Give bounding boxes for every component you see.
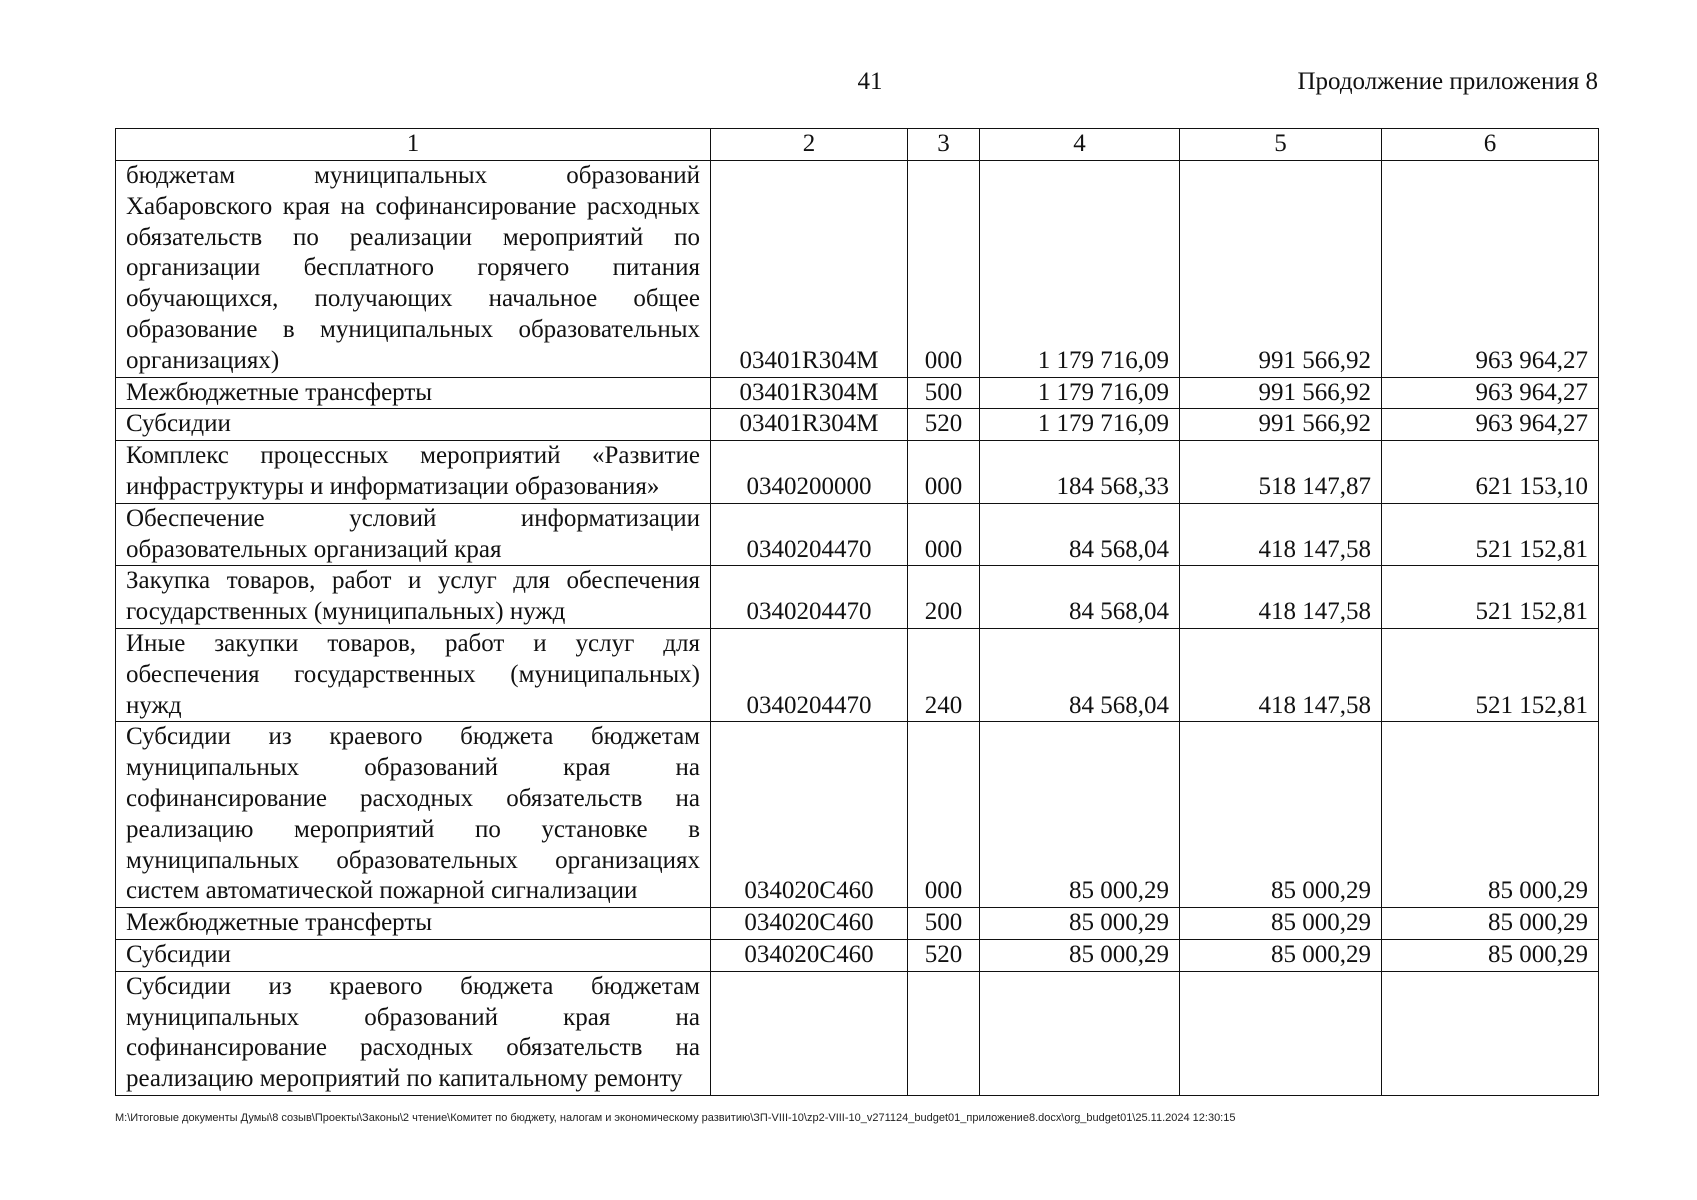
amount-col6: 521 152,81 (1382, 566, 1599, 629)
target-article-code: 03401R304M (711, 161, 908, 378)
column-header-3: 3 (908, 129, 980, 161)
expense-type-code: 000 (908, 161, 980, 378)
amount-col4: 85 000,29 (980, 908, 1180, 940)
budget-table (115, 128, 1599, 1096)
amount-col5: 518 147,87 (1180, 441, 1382, 504)
row-description: Межбюджетные трансферты (116, 377, 711, 409)
header-row (116, 129, 1599, 161)
amount-col4: 1 179 716,09 (980, 409, 1180, 441)
page-number: 41 (857, 68, 883, 95)
row-description: бюджетам муниципальных образований Хабаровского края на софинансирование расходных обязательств по реализации мероприятий по организации бесплатного горячего питания обучающихся, получающих начальное общее образование в муниципальных образовательных организациях) (116, 161, 711, 378)
document-path-footer: M:\Итоговые документы Думы\8 созыв\Проекты\Законы\2 чтение\Комитет по бюджету, налогам и экономическому развитию\ЗП-VIII-10\zp2-VIII-10_v271124_budget01_приложение8.docx\org_budget01\25.11.2024 12:30:15 (115, 1112, 1236, 1124)
amount-col4: 84 568,04 (980, 628, 1180, 721)
amount-col5: 418 147,58 (1180, 503, 1382, 566)
amount-col5 (1180, 971, 1382, 1095)
amount-col6: 521 152,81 (1382, 628, 1599, 721)
expense-type-code: 520 (908, 409, 980, 441)
amount-col6 (1382, 971, 1599, 1095)
expense-type-code: 240 (908, 628, 980, 721)
target-article-code: 034020С460 (711, 722, 908, 908)
row-description: Субсидии из краевого бюджета бюджетам муниципальных образований края на софинансирование расходных обязательств на реализацию мероприятий по капитальному ремонту (116, 971, 711, 1095)
amount-col4: 184 568,33 (980, 441, 1180, 504)
target-article-code (711, 971, 908, 1095)
table-row (116, 409, 1599, 441)
table-row (116, 722, 1599, 908)
expense-type-code (908, 971, 980, 1095)
target-article-code: 034020С460 (711, 908, 908, 940)
row-description: Закупка товаров, работ и услуг для обеспечения государственных (муниципальных) нужд (116, 566, 711, 629)
amount-col4: 1 179 716,09 (980, 161, 1180, 378)
continuation-heading: Продолжение приложения 8 (1297, 68, 1598, 95)
amount-col6: 963 964,27 (1382, 409, 1599, 441)
amount-col4: 84 568,04 (980, 566, 1180, 629)
table-row (116, 161, 1599, 378)
row-description: Субсидии из краевого бюджета бюджетам муниципальных образований края на софинансирование расходных обязательств на реализацию мероприятий по установке в муниципальных образовательных организациях систем автоматической пожарной сигнализации (116, 722, 711, 908)
table-row (116, 908, 1599, 940)
row-description: Субсидии (116, 409, 711, 441)
column-header-5: 5 (1180, 129, 1382, 161)
row-description: Обеспечение условий информатизации образовательных организаций края (116, 503, 711, 566)
target-article-code: 0340204470 (711, 503, 908, 566)
row-description: Иные закупки товаров, работ и услуг для обеспечения государственных (муниципальных) нужд (116, 628, 711, 721)
amount-col5: 85 000,29 (1180, 908, 1382, 940)
expense-type-code: 000 (908, 503, 980, 566)
column-header-1: 1 (116, 129, 711, 161)
amount-col5: 991 566,92 (1180, 409, 1382, 441)
amount-col6: 85 000,29 (1382, 722, 1599, 908)
amount-col5: 991 566,92 (1180, 377, 1382, 409)
expense-type-code: 500 (908, 908, 980, 940)
amount-col6: 621 153,10 (1382, 441, 1599, 504)
amount-col6: 85 000,29 (1382, 939, 1599, 971)
column-header-4: 4 (980, 129, 1180, 161)
expense-type-code: 500 (908, 377, 980, 409)
target-article-code: 0340204470 (711, 628, 908, 721)
amount-col6: 963 964,27 (1382, 377, 1599, 409)
expense-type-code: 520 (908, 939, 980, 971)
table-row (116, 377, 1599, 409)
amount-col6: 521 152,81 (1382, 503, 1599, 566)
amount-col5: 418 147,58 (1180, 628, 1382, 721)
amount-col5: 85 000,29 (1180, 939, 1382, 971)
table-row (116, 441, 1599, 504)
amount-col4: 85 000,29 (980, 939, 1180, 971)
amount-col5: 85 000,29 (1180, 722, 1382, 908)
amount-col5: 418 147,58 (1180, 566, 1382, 629)
table-row (116, 939, 1599, 971)
table-row (116, 503, 1599, 566)
target-article-code: 03401R304M (711, 409, 908, 441)
amount-col4: 84 568,04 (980, 503, 1180, 566)
amount-col4 (980, 971, 1180, 1095)
target-article-code: 03401R304M (711, 377, 908, 409)
table-row (116, 971, 1599, 1095)
table-row (116, 628, 1599, 721)
amount-col6: 85 000,29 (1382, 908, 1599, 940)
table-row (116, 566, 1599, 629)
target-article-code: 0340200000 (711, 441, 908, 504)
expense-type-code: 000 (908, 441, 980, 504)
row-description: Комплекс процессных мероприятий «Развитие инфраструктуры и информатизации образования» (116, 441, 711, 504)
amount-col4: 1 179 716,09 (980, 377, 1180, 409)
target-article-code: 0340204470 (711, 566, 908, 629)
target-article-code: 034020С460 (711, 939, 908, 971)
column-header-6: 6 (1382, 129, 1599, 161)
expense-type-code: 000 (908, 722, 980, 908)
amount-col4: 85 000,29 (980, 722, 1180, 908)
column-header-2: 2 (711, 129, 908, 161)
row-description: Субсидии (116, 939, 711, 971)
amount-col6: 963 964,27 (1382, 161, 1599, 378)
amount-col5: 991 566,92 (1180, 161, 1382, 378)
row-description: Межбюджетные трансферты (116, 908, 711, 940)
expense-type-code: 200 (908, 566, 980, 629)
